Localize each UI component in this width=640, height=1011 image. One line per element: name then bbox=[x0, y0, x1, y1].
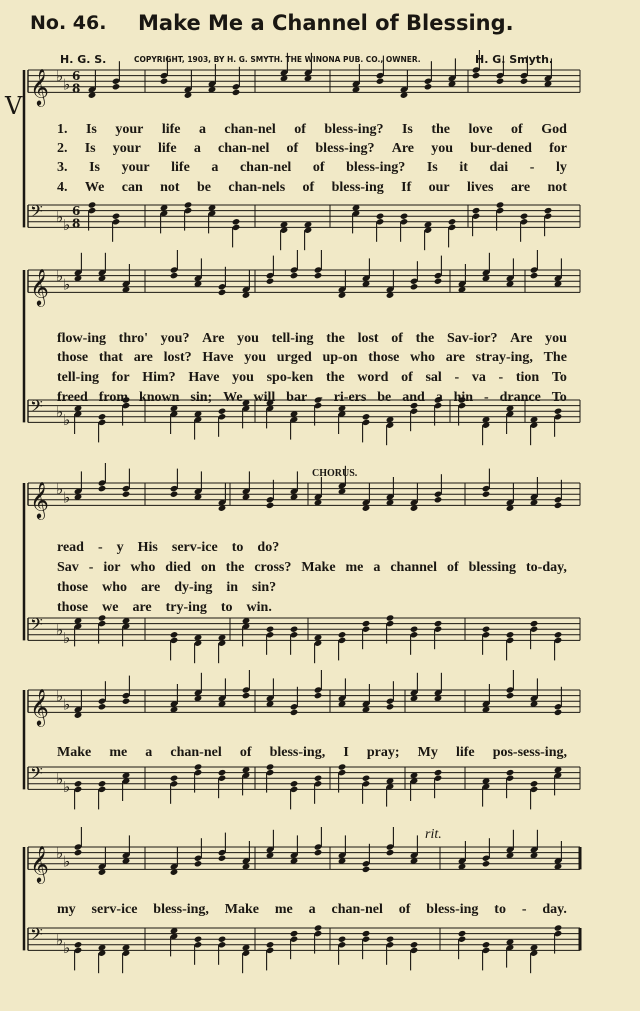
lyric-word: to bbox=[220, 600, 233, 615]
lyric-word: me bbox=[345, 560, 364, 575]
lyric-word: - bbox=[88, 560, 94, 575]
lyric-word: Are bbox=[510, 331, 533, 346]
lyric-word: We bbox=[84, 180, 105, 195]
lyric-word: are bbox=[510, 180, 531, 195]
bass-clef-icon: 𝄢 bbox=[30, 924, 43, 948]
lyric-word: are bbox=[133, 350, 153, 365]
lyric-word: of bbox=[294, 122, 306, 137]
copyright-notice: COPYRIGHT, 1903, BY H. G. SMYTH. THE WINONA PUB. CO., OWNER. bbox=[134, 55, 421, 64]
lyric-word: for bbox=[111, 370, 130, 385]
treble-clef-icon: 𝄞 bbox=[30, 687, 49, 726]
lyric-word: of bbox=[401, 370, 413, 385]
lyric-word: The bbox=[543, 350, 567, 365]
flat-icon: ♭ bbox=[56, 67, 64, 86]
lyric-word: a bbox=[211, 160, 219, 175]
lyric-word: sin? bbox=[252, 580, 277, 595]
lyric-word: of bbox=[302, 180, 315, 195]
flat-icon: ♭ bbox=[63, 216, 71, 235]
lyric-line bbox=[57, 180, 567, 196]
lyric-word: of bbox=[312, 160, 325, 175]
hymn-number: No. 46. bbox=[30, 12, 107, 34]
flat-icon: ♭ bbox=[63, 778, 71, 797]
lyric-word: blessing bbox=[468, 560, 517, 575]
lyric-word: bless-ing, bbox=[153, 902, 209, 917]
lyric-word: do? bbox=[257, 540, 280, 555]
lyric-word: those bbox=[57, 600, 89, 615]
flat-icon: ♭ bbox=[63, 695, 71, 714]
lyric-word: chan-nel bbox=[239, 160, 292, 175]
lyric-word: of bbox=[446, 560, 459, 575]
lyric-word: chan-nel bbox=[170, 745, 222, 760]
lyric-word: who bbox=[102, 580, 128, 595]
lyric-word: freed bbox=[57, 390, 88, 405]
lyric-word: those bbox=[57, 580, 89, 595]
lyric-word: of bbox=[511, 122, 523, 137]
lyric-word: spo-ken bbox=[266, 370, 314, 385]
lyric-word: bur-dened bbox=[470, 141, 532, 156]
lyric-word: God bbox=[541, 122, 567, 137]
lyric-word: - bbox=[484, 390, 489, 405]
lyric-word: read bbox=[57, 540, 84, 555]
lyric-word: not bbox=[547, 180, 567, 195]
lyric-word: - bbox=[97, 540, 103, 555]
lyric-word: a bbox=[435, 390, 443, 405]
lyric-word: our bbox=[428, 180, 450, 195]
flat-icon: ♭ bbox=[63, 411, 71, 430]
lyric-word: 2. bbox=[57, 141, 68, 156]
bass-clef-icon: 𝄢 bbox=[30, 396, 43, 420]
lyric-word: urged bbox=[276, 350, 312, 365]
lyric-word: me bbox=[274, 902, 293, 917]
notehead bbox=[386, 936, 395, 943]
notehead bbox=[194, 936, 203, 943]
lyric-word: pos-sess-ing, bbox=[492, 745, 567, 760]
notehead bbox=[74, 849, 83, 856]
lyric-word: you bbox=[431, 141, 453, 156]
lyric-word: To bbox=[551, 370, 567, 385]
lyric-word: thro' bbox=[118, 331, 148, 346]
lyric-word: in bbox=[226, 580, 239, 595]
time-signature: 8 bbox=[72, 216, 81, 231]
lyric-word: We bbox=[223, 390, 243, 405]
lyric-word: If bbox=[401, 180, 412, 195]
lyric-word: word bbox=[357, 370, 389, 385]
time-signature: 6 bbox=[72, 69, 81, 84]
hymn-title: Make Me a Channel of Blessing. bbox=[138, 11, 514, 35]
lyric-word: a bbox=[198, 122, 206, 137]
notehead bbox=[482, 941, 491, 948]
lyric-line bbox=[57, 540, 567, 556]
lyric-word: died bbox=[165, 560, 191, 575]
author-initials: H. G. S. bbox=[60, 53, 107, 66]
notehead bbox=[554, 924, 563, 931]
flat-icon: ♭ bbox=[63, 75, 71, 94]
treble-staff bbox=[28, 827, 580, 883]
lyric-word: tell-ing bbox=[271, 331, 314, 346]
lyric-line bbox=[57, 390, 567, 406]
lyric-word: be bbox=[377, 390, 392, 405]
notehead bbox=[410, 941, 419, 948]
lyric-word: bless-ing bbox=[331, 180, 384, 195]
lyric-word: bless-ing? bbox=[315, 141, 375, 156]
lyric-word: ri-ers bbox=[333, 390, 367, 405]
lyric-word: those bbox=[368, 350, 400, 365]
lyric-word: I bbox=[343, 745, 349, 760]
lyric-word: who bbox=[410, 350, 436, 365]
lyric-word: be bbox=[196, 180, 211, 195]
lyric-line bbox=[57, 600, 567, 616]
lyric-word: - bbox=[454, 370, 460, 385]
flat-icon: ♭ bbox=[56, 207, 64, 226]
lyric-word: try-ing bbox=[165, 600, 207, 615]
lyric-word: chan-nels bbox=[228, 180, 286, 195]
lyric-word: to bbox=[231, 540, 244, 555]
lyric-word: you bbox=[237, 331, 259, 346]
lyric-line bbox=[57, 370, 567, 386]
lyric-word: Is bbox=[401, 122, 413, 137]
lyric-line bbox=[57, 580, 567, 596]
lyric-word: stray-ing, bbox=[475, 350, 533, 365]
lyric-word: y bbox=[116, 540, 124, 555]
lyric-word: for bbox=[549, 141, 567, 156]
lyric-word: Is bbox=[84, 141, 96, 156]
lyric-word: va bbox=[471, 370, 486, 385]
time-signature: 6 bbox=[72, 204, 81, 219]
lyric-line bbox=[57, 560, 567, 576]
lyric-word: lost bbox=[357, 331, 379, 346]
lyric-word: dai bbox=[489, 160, 509, 175]
treble-clef-icon: 𝄞 bbox=[30, 67, 49, 106]
notehead bbox=[482, 860, 491, 867]
lyric-word: not bbox=[160, 180, 180, 195]
lyric-word: 1. bbox=[57, 122, 68, 137]
notehead bbox=[218, 936, 227, 943]
lyric-word: the bbox=[431, 122, 450, 137]
flat-icon: ♭ bbox=[56, 844, 64, 863]
notehead bbox=[74, 941, 83, 948]
lyric-word: it bbox=[459, 160, 468, 175]
lyric-word: of bbox=[391, 331, 403, 346]
notehead bbox=[314, 924, 323, 931]
lyric-word: Is bbox=[89, 160, 100, 175]
lyric-word: the bbox=[415, 331, 435, 346]
flat-icon: ♭ bbox=[56, 267, 64, 286]
flat-icon: ♭ bbox=[56, 480, 64, 499]
lyric-word: of bbox=[286, 141, 299, 156]
lyric-word: 4. bbox=[57, 180, 68, 195]
lyric-word: bar bbox=[286, 390, 308, 405]
flat-icon: ♭ bbox=[56, 769, 64, 788]
lyric-word: and bbox=[402, 390, 425, 405]
lyric-word: 3. bbox=[57, 160, 68, 175]
lyric-word: on bbox=[200, 560, 216, 575]
lyric-word: - bbox=[521, 902, 527, 917]
lyric-word: life bbox=[171, 160, 190, 175]
lyric-word: - bbox=[529, 160, 535, 175]
lyric-word: of bbox=[398, 902, 411, 917]
bass-clef-icon: 𝄢 bbox=[30, 201, 43, 225]
lyric-word: life bbox=[157, 141, 177, 156]
lyric-word: ior bbox=[103, 560, 121, 575]
lyric-word: lost? bbox=[163, 350, 192, 365]
lyric-word: chan-nel bbox=[218, 141, 270, 156]
lyric-word: Make bbox=[301, 560, 336, 575]
notehead bbox=[314, 849, 323, 856]
lyric-word: can bbox=[121, 180, 143, 195]
notehead bbox=[458, 930, 467, 937]
lyric-word: are bbox=[132, 600, 152, 615]
lyric-word: to bbox=[494, 902, 506, 917]
lyric-word: day. bbox=[542, 902, 567, 917]
lyric-word: you? bbox=[160, 331, 190, 346]
lyric-word: Sav-ior? bbox=[446, 331, 498, 346]
lyric-word: the bbox=[225, 560, 245, 575]
lyric-word: will bbox=[253, 390, 276, 405]
lyric-word: from bbox=[98, 390, 129, 405]
lyric-word: of bbox=[239, 745, 252, 760]
lyric-word: - bbox=[498, 370, 504, 385]
treble-clef-icon: 𝄞 bbox=[30, 267, 49, 306]
lyric-word: bless-ing, bbox=[269, 745, 326, 760]
lyric-word: up-on bbox=[322, 350, 358, 365]
lyric-line bbox=[57, 331, 567, 347]
lyric-word: who bbox=[130, 560, 156, 575]
lyric-word: dy-ing bbox=[174, 580, 213, 595]
lyric-word: bless-ing? bbox=[346, 160, 406, 175]
lyric-word: Is bbox=[426, 160, 438, 175]
lyric-word: a bbox=[193, 141, 201, 156]
lyric-word: Make bbox=[224, 902, 259, 917]
treble-clef-icon: 𝄞 bbox=[30, 480, 49, 519]
lyric-word: Are bbox=[391, 141, 414, 156]
lyric-word: my bbox=[57, 902, 76, 917]
lyric-word: a bbox=[373, 560, 381, 575]
lyric-line bbox=[57, 122, 567, 138]
lyric-word: known bbox=[138, 390, 180, 405]
lyric-word: are bbox=[445, 350, 465, 365]
lyric-word: sal bbox=[425, 370, 442, 385]
lyric-word: flow-ing bbox=[57, 331, 106, 346]
flat-icon: ♭ bbox=[63, 939, 71, 958]
flat-icon: ♭ bbox=[56, 687, 64, 706]
lyric-word: win. bbox=[246, 600, 272, 615]
lyric-line bbox=[57, 902, 567, 918]
lyric-line bbox=[57, 350, 567, 366]
margin-mark: V bbox=[5, 92, 23, 120]
flat-icon: ♭ bbox=[56, 402, 64, 421]
lyric-word: Sav bbox=[57, 560, 79, 575]
flat-icon: ♭ bbox=[63, 488, 71, 507]
notehead bbox=[218, 855, 227, 862]
lyric-word: Have bbox=[202, 350, 234, 365]
lyric-word: love bbox=[468, 122, 493, 137]
lyric-word: bless-ing? bbox=[324, 122, 384, 137]
lyric-word: your bbox=[112, 141, 141, 156]
lyric-word: lives bbox=[467, 180, 494, 195]
flat-icon: ♭ bbox=[56, 620, 64, 639]
flat-icon: ♭ bbox=[56, 930, 64, 949]
lyric-word: His bbox=[137, 540, 158, 555]
bass-clef-icon: 𝄢 bbox=[30, 763, 43, 787]
notehead bbox=[266, 941, 275, 948]
lyric-word: To bbox=[551, 390, 567, 405]
lyric-word: cross? bbox=[254, 560, 292, 575]
lyric-word: Him? bbox=[142, 370, 176, 385]
lyric-word: the bbox=[326, 331, 345, 346]
notehead bbox=[194, 860, 203, 867]
notehead bbox=[386, 849, 395, 856]
flat-icon: ♭ bbox=[63, 629, 71, 648]
lyric-word: - bbox=[318, 390, 323, 405]
ritardando-mark: rit. bbox=[425, 827, 442, 842]
notehead bbox=[338, 936, 347, 943]
lyric-word: me bbox=[109, 745, 128, 760]
lyric-word: bless-ing bbox=[426, 902, 479, 917]
lyric-word: your bbox=[121, 160, 150, 175]
lyric-word: you bbox=[244, 350, 267, 365]
lyric-word: are bbox=[141, 580, 161, 595]
lyric-word: serv-ice bbox=[91, 902, 138, 917]
lyric-word: chan-nel bbox=[331, 902, 383, 917]
lyric-word: that bbox=[98, 350, 123, 365]
treble-clef-icon: 𝄞 bbox=[30, 844, 49, 883]
lyric-word: sin; bbox=[190, 390, 213, 405]
bass-clef-icon: 𝄢 bbox=[30, 614, 43, 638]
time-signature: 8 bbox=[72, 81, 81, 96]
lyric-line bbox=[57, 141, 567, 157]
lyric-word: we bbox=[102, 600, 119, 615]
lyric-word: hin bbox=[453, 390, 474, 405]
chorus-label: CHORUS. bbox=[312, 468, 358, 479]
lyric-word: pray; bbox=[366, 745, 400, 760]
lyric-word: serv-ice bbox=[171, 540, 218, 555]
lyric-word: a bbox=[308, 902, 316, 917]
lyric-word: a bbox=[145, 745, 153, 760]
notehead bbox=[362, 930, 371, 937]
lyric-word: My bbox=[417, 745, 438, 760]
lyric-word: Make bbox=[57, 745, 92, 760]
notehead bbox=[362, 866, 371, 873]
lyric-word: Have bbox=[188, 370, 220, 385]
lyric-word: those bbox=[57, 350, 89, 365]
lyric-word: the bbox=[325, 370, 345, 385]
lyric-line bbox=[57, 745, 567, 761]
lyric-word: tion bbox=[515, 370, 540, 385]
lyric-word: to-day, bbox=[526, 560, 567, 575]
flat-icon: ♭ bbox=[63, 852, 71, 871]
lyric-word: life bbox=[161, 122, 181, 137]
lyric-word: chan-nel bbox=[224, 122, 276, 137]
flat-icon: ♭ bbox=[63, 275, 71, 294]
lyric-word: you bbox=[545, 331, 567, 346]
notehead bbox=[290, 930, 299, 937]
lyric-word: your bbox=[115, 122, 144, 137]
bass-staff bbox=[28, 924, 580, 973]
lyric-word: you bbox=[232, 370, 254, 385]
lyric-word: ly bbox=[555, 160, 567, 175]
composer-credit: H. G. Smyth. bbox=[475, 53, 554, 66]
lyric-line bbox=[57, 160, 567, 176]
lyric-word: channel bbox=[390, 560, 437, 575]
lyric-word: tell-ing bbox=[57, 370, 99, 385]
lyric-word: Is bbox=[85, 122, 97, 137]
lyric-word: life bbox=[455, 745, 475, 760]
lyric-word: drance bbox=[499, 390, 541, 405]
lyric-word: Are bbox=[202, 331, 225, 346]
